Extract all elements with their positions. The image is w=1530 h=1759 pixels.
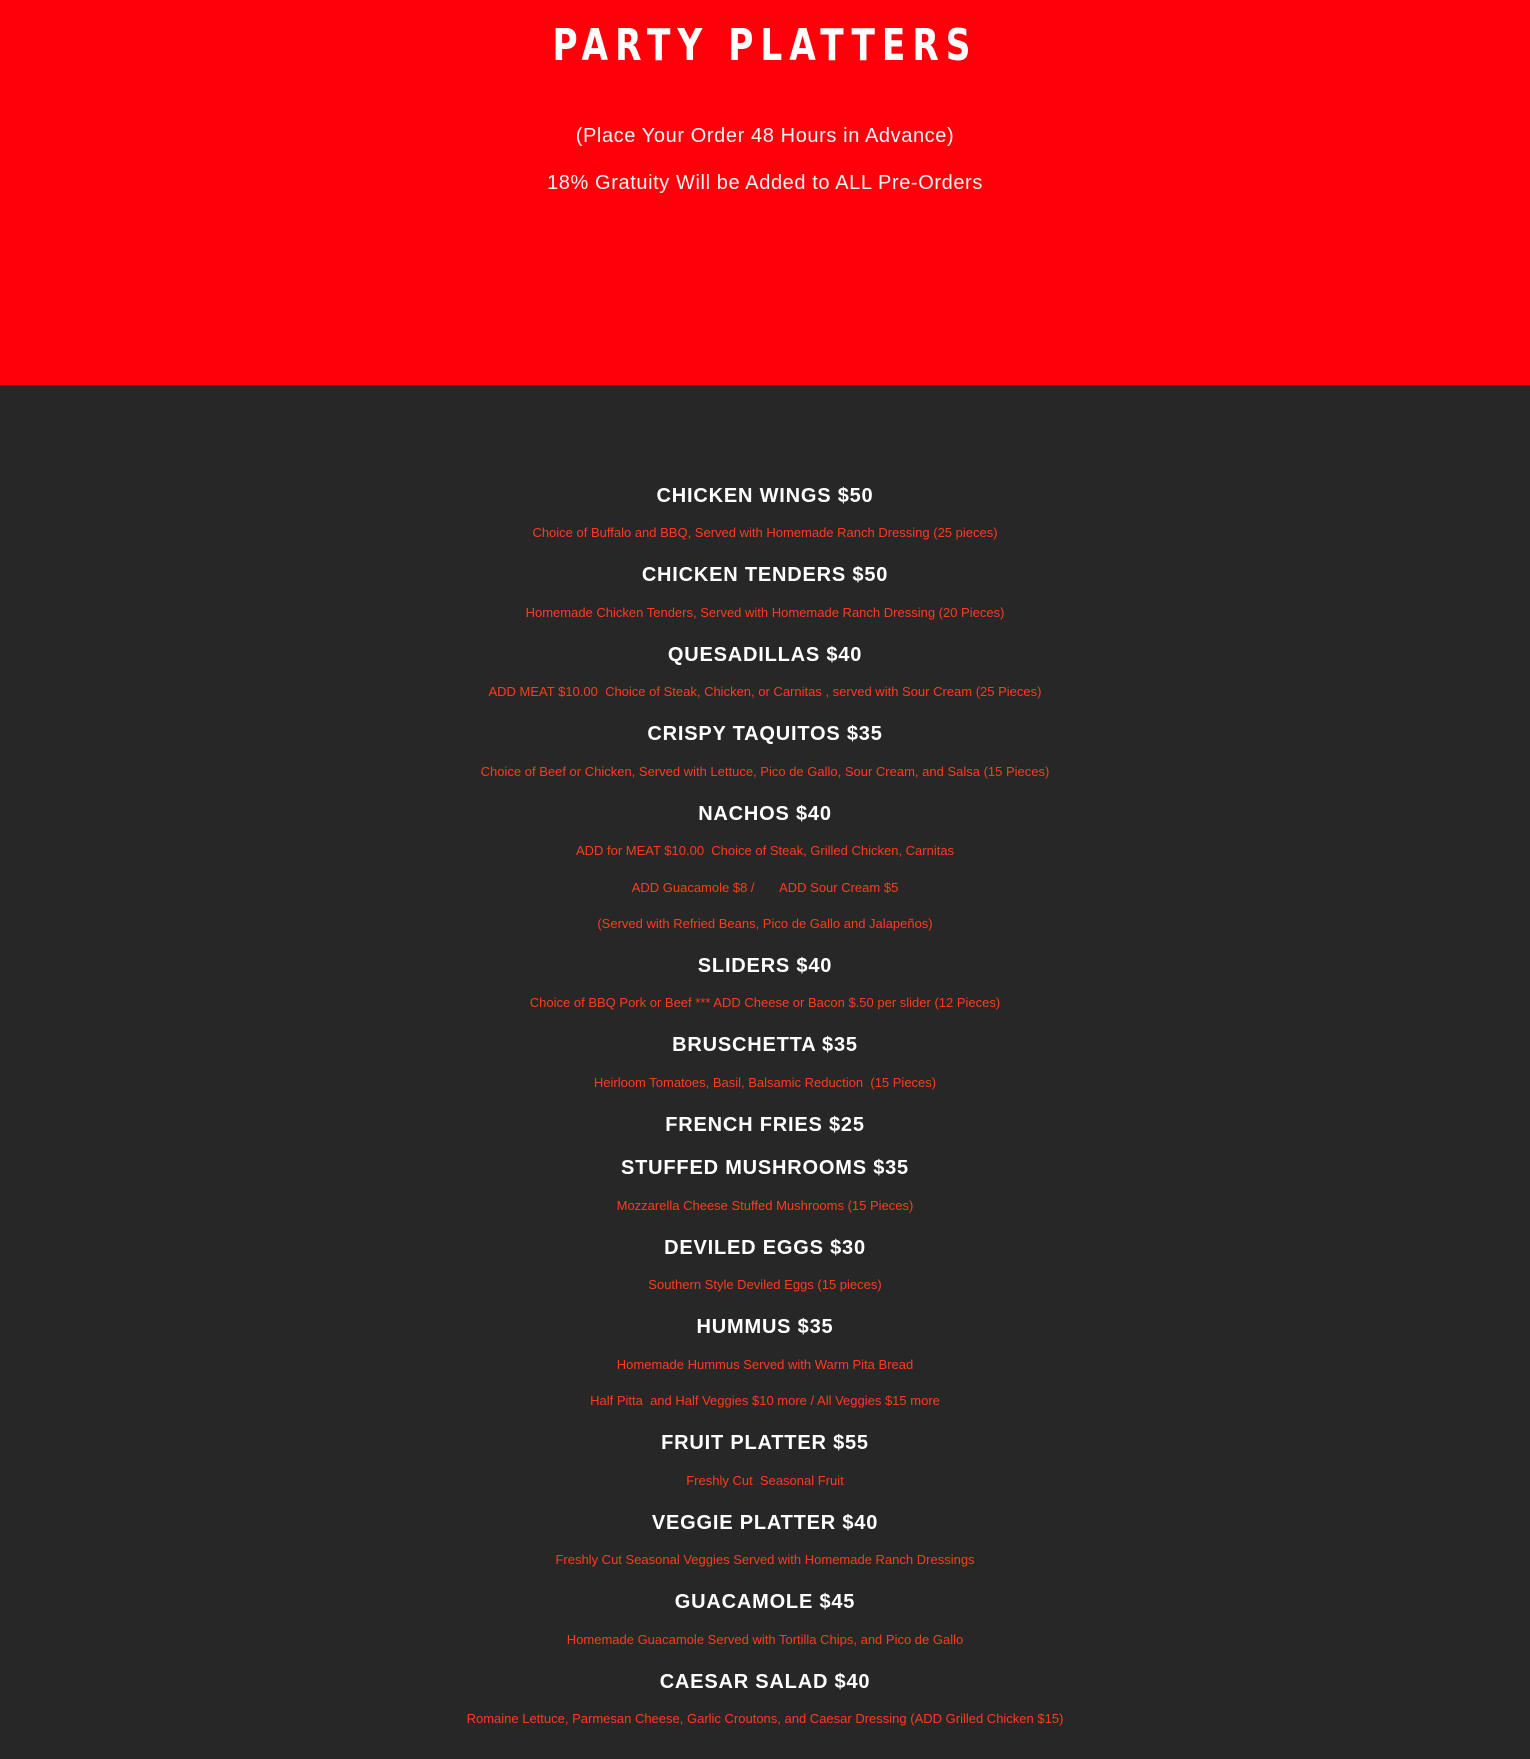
menu-item-description: ADD Guacamole $8 / ADD Sour Cream $5 xyxy=(631,880,899,895)
menu-item-name: CHICKEN WINGS $50 xyxy=(656,485,874,507)
menu-item-description: (Served with Refried Beans, Pico de Gallo and Jalapeños) xyxy=(597,916,933,931)
menu-item-name: CHICKEN TENDERS $50 xyxy=(641,564,889,586)
page-title: PARTY PLATTERS xyxy=(552,20,978,71)
menu-item-description: Southern Style Deviled Eggs (15 pieces) xyxy=(648,1277,882,1292)
menu-item-name: CAESAR SALAD $40 xyxy=(659,1671,871,1693)
advance-order-note: (Place Your Order 48 Hours in Advance) xyxy=(575,125,955,147)
menu-item-name: CRISPY TAQUITOS $35 xyxy=(647,723,883,745)
menu-item-name: SLIDERS $40 xyxy=(697,955,833,977)
menu-item-name: GUACAMOLE $45 xyxy=(674,1591,856,1613)
menu-item-description: Heirloom Tomatoes, Basil, Balsamic Reduction (15 Pieces) xyxy=(593,1075,937,1090)
menu-item-name: BRUSCHETTA $35 xyxy=(672,1034,858,1056)
menu-item-name: QUESADILLAS $40 xyxy=(667,644,863,666)
menu-item-name: NACHOS $40 xyxy=(698,803,832,825)
menu-item-description: Homemade Hummus Served with Warm Pita Bread xyxy=(616,1357,914,1372)
menu-item-name: HUMMUS $35 xyxy=(696,1316,834,1338)
menu-item-description: ADD MEAT $10.00 Choice of Steak, Chicken, or Carnitas , served with Sour Cream (25 Pieces) xyxy=(488,684,1042,699)
menu-item-description: Homemade Chicken Tenders, Served with Homemade Ranch Dressing (20 Pieces) xyxy=(525,605,1005,620)
menu-item-description: Half Pitta and Half Veggies $10 more / All Veggies $15 more xyxy=(590,1393,940,1408)
menu-item-description: Mozzarella Cheese Stuffed Mushrooms (15 Pieces) xyxy=(616,1198,914,1213)
menu-item-name: STUFFED MUSHROOMS $35 xyxy=(621,1157,909,1179)
menu-item-description: Choice of BBQ Pork or Beef *** ADD Cheese or Bacon $.50 per slider (12 Pieces) xyxy=(529,995,1001,1010)
header-banner xyxy=(0,0,1530,385)
gratuity-note: 18% Gratuity Will be Added to ALL Pre-Orders xyxy=(547,172,983,194)
menu-item-description: Freshly Cut Seasonal Veggies Served with Homemade Ranch Dressings xyxy=(555,1552,975,1567)
menu-item-name: DEVILED EGGS $30 xyxy=(664,1237,866,1259)
menu-item-description: Romaine Lettuce, Parmesan Cheese, Garlic Croutons, and Caesar Dressing (ADD Grilled Chicken $15) xyxy=(466,1711,1064,1726)
menu-item-description: Homemade Guacamole Served with Tortilla Chips, and Pico de Gallo xyxy=(566,1632,964,1647)
menu-item-description: Choice of Buffalo and BBQ, Served with Homemade Ranch Dressing (25 pieces) xyxy=(532,525,998,540)
menu-item-name: FRUIT PLATTER $55 xyxy=(661,1432,869,1454)
menu-item-name: VEGGIE PLATTER $40 xyxy=(651,1512,879,1534)
menu-item-name: FRENCH FRIES $25 xyxy=(665,1114,865,1136)
menu-item-description: ADD for MEAT $10.00 Choice of Steak, Grilled Chicken, Carnitas xyxy=(575,843,955,858)
menu-item-description: Choice of Beef or Chicken, Served with Lettuce, Pico de Gallo, Sour Cream, and Salsa (15 Pieces) xyxy=(480,764,1050,779)
menu-item-description: Freshly Cut Seasonal Fruit xyxy=(686,1473,844,1488)
